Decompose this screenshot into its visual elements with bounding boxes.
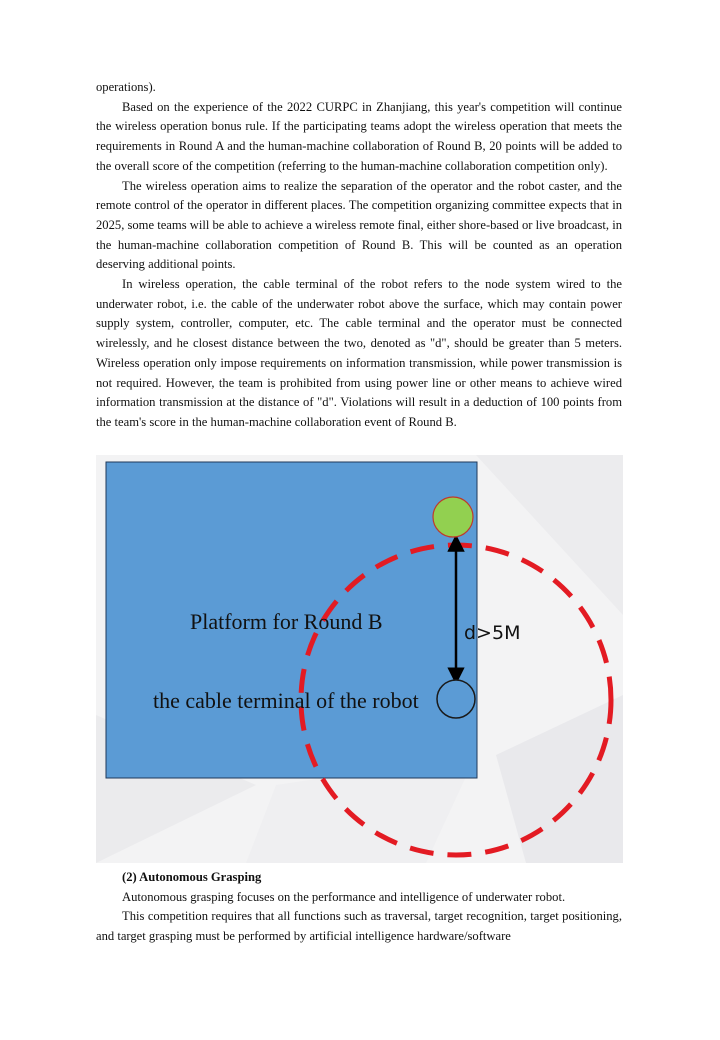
section-heading: (2) Autonomous Grasping xyxy=(122,870,262,884)
operator-circle xyxy=(433,497,473,537)
distance-label: d>5M xyxy=(464,622,521,644)
wireless-operation-figure xyxy=(96,455,623,863)
platform-label: Platform for Round B xyxy=(190,609,383,634)
paragraph: operations). xyxy=(96,80,156,94)
paragraph: Based on the experience of the 2022 CURPC in Zhanjiang, this year's competition will continue the wireless operation bonus rule. If the participating teams adopt the wireless operation that meets the requirements in Round A and the human-machine collaboration of Round B, 20 points will be added to the overall score of the competition (referring to the human-machine collaboration competition only). xyxy=(96,99,622,173)
bottom-text xyxy=(96,868,622,947)
paragraph: This competition requires that all functions such as traversal, target recognition, target positioning, and target grasping must be performed by artificial intelligence hardware/software xyxy=(96,909,622,944)
paragraph: The wireless operation aims to realize the separation of the operator and the robot caster, and the remote control of the operator in different places. The competition organizing committee expects that in 2025, some teams will be able to achieve a wireless remote final, either shore-based or live broadcast, in the human-machine collaboration competition of Round B. This will be counted as an operation deserving additional points. xyxy=(96,178,622,272)
figure-svg xyxy=(96,455,623,863)
top-text xyxy=(96,78,622,433)
cable-terminal-label: the cable terminal of the robot xyxy=(153,688,419,713)
paragraph: In wireless operation, the cable terminal of the robot refers to the node system wired to the underwater robot, i.e. the cable of the underwater robot above the surface, which may contain power supply system, controller, computer, etc. The cable terminal and the operator must be connected wirelessly, and he closest distance between the two, denoted as "d", should be greater than 5 meters. Wireless operation only impose requirements on information transmission, while power transmission is not required. However, the team is prohibited from using power line or other means to achieve wired information transmission at the distance of "d". Violations will result in a deduction of 100 points from the team's score in the human-machine collaboration event of Round B. xyxy=(96,277,622,429)
paragraph: Autonomous grasping focuses on the performance and intelligence of underwater robot. xyxy=(122,889,566,904)
cable-terminal-circle xyxy=(437,680,475,718)
